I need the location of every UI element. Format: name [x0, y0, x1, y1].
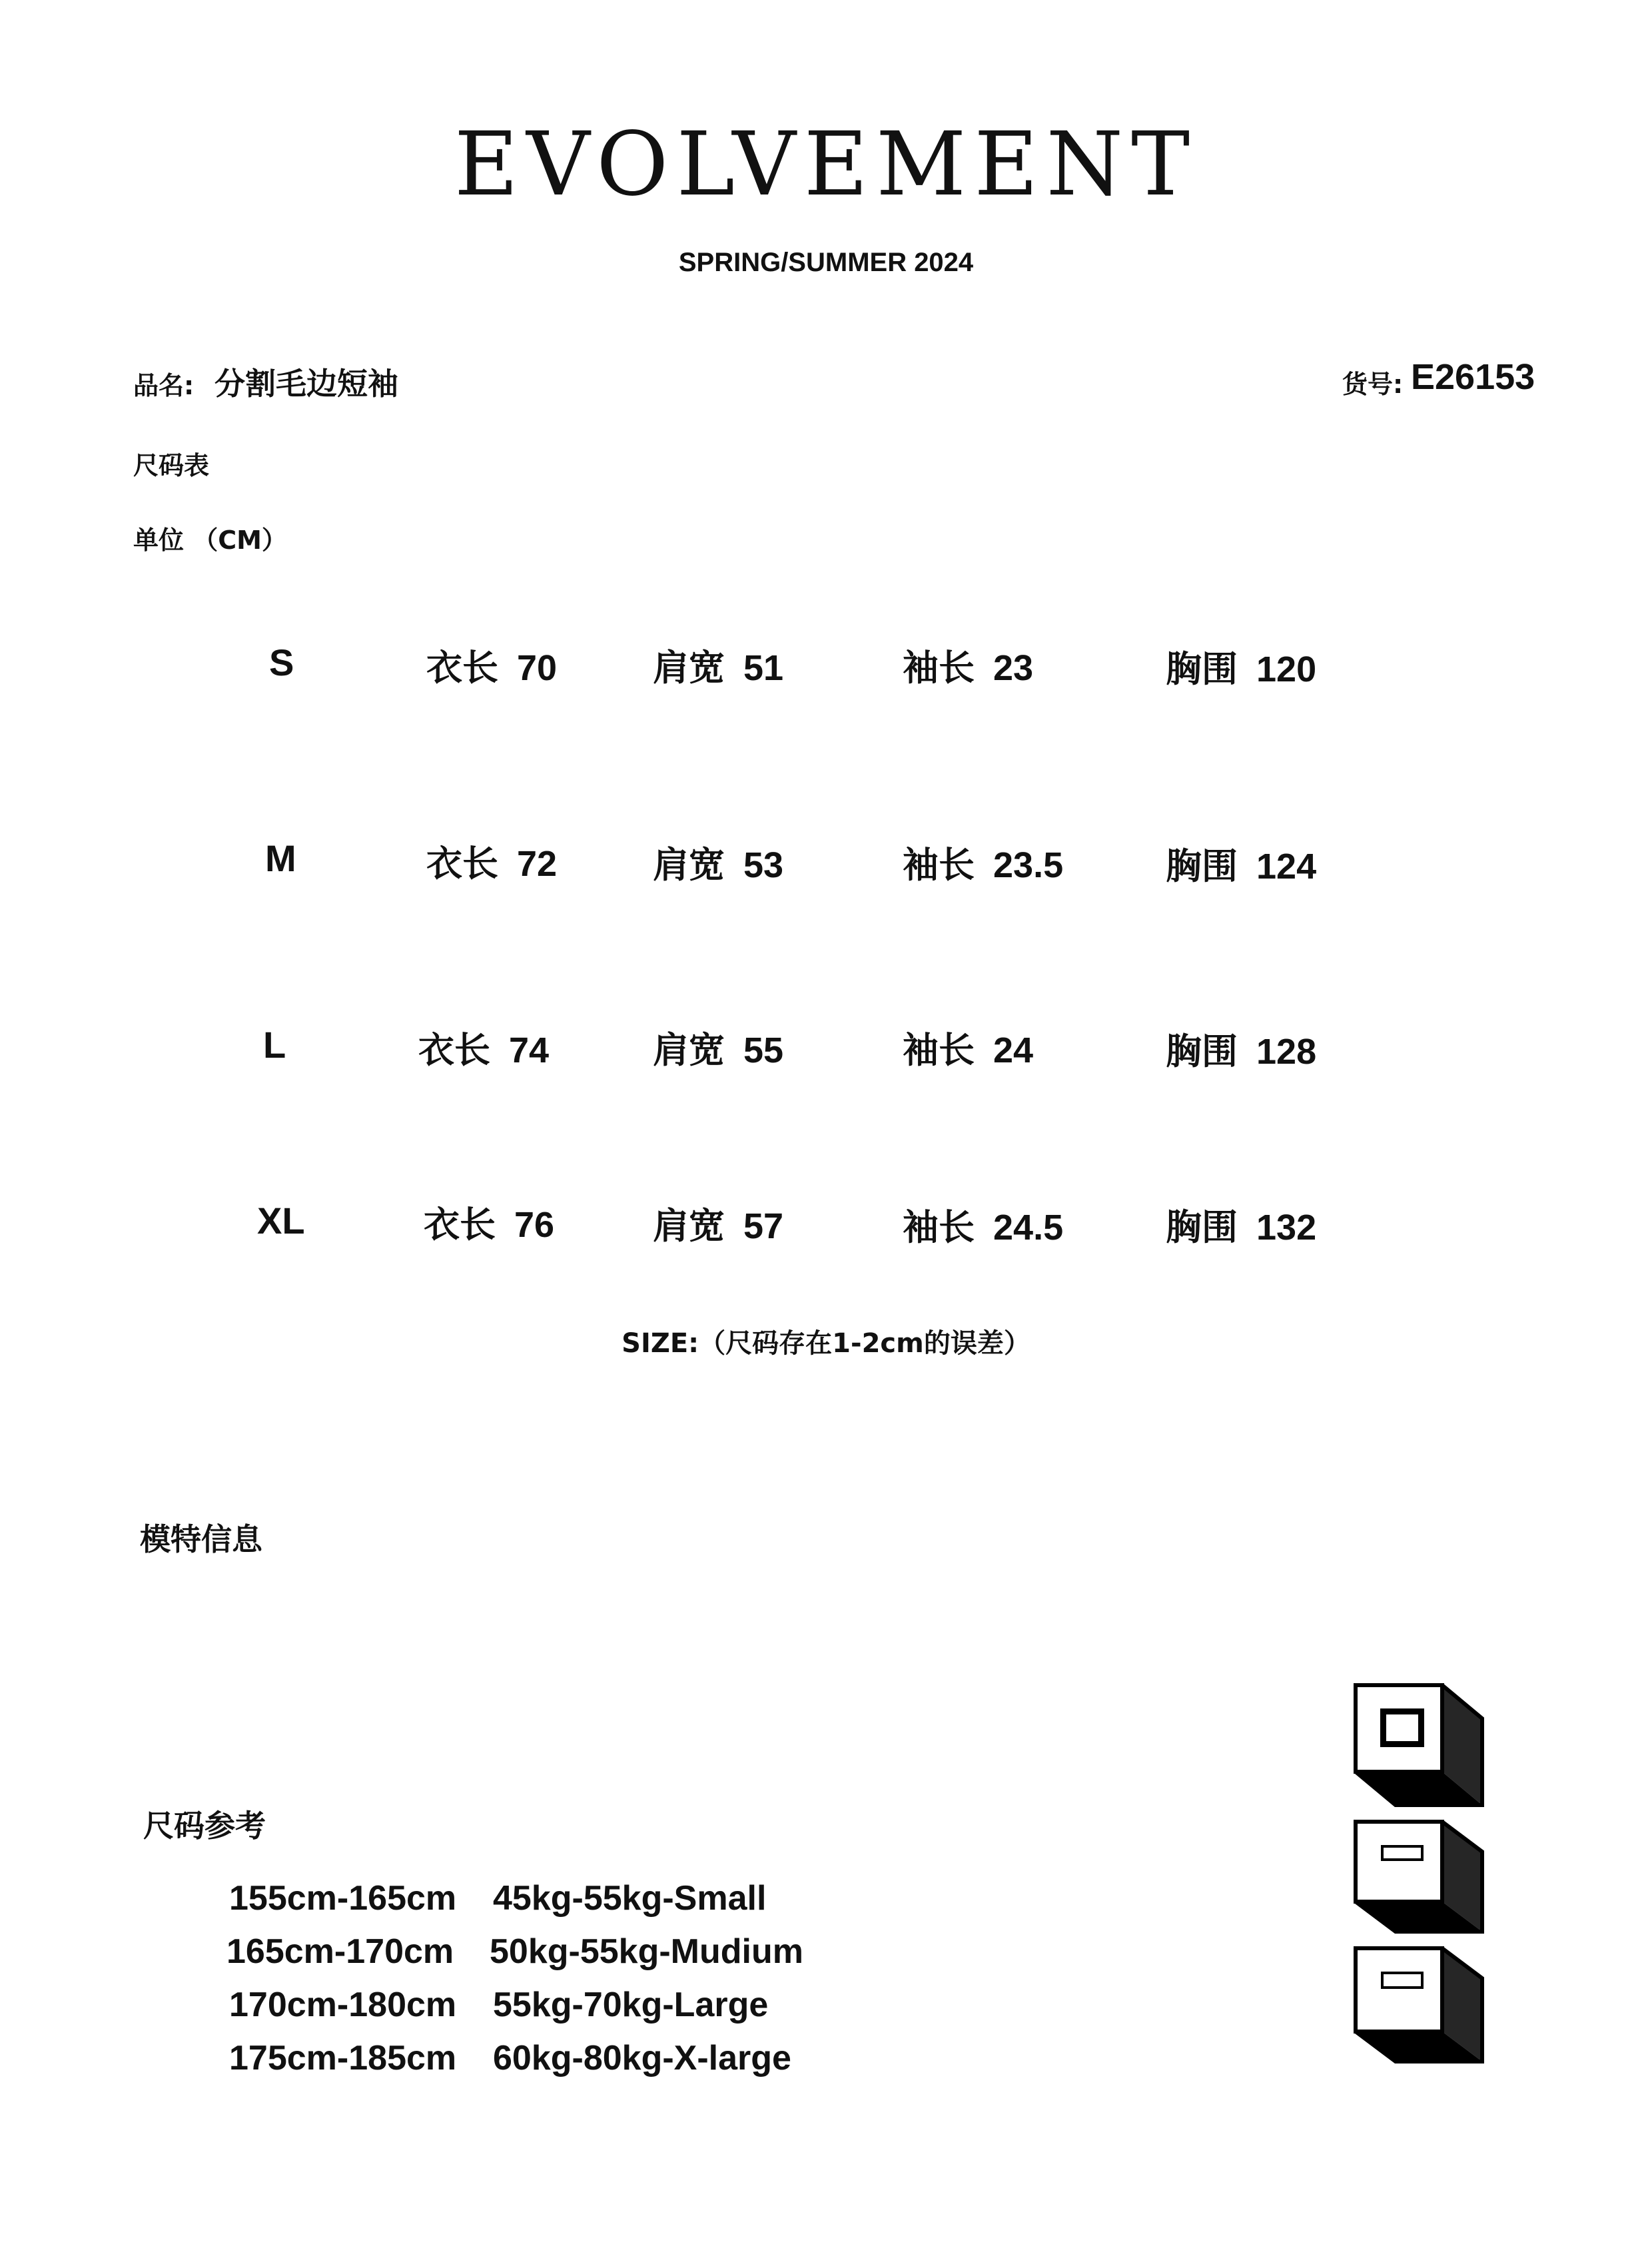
- product-name-label: 品名:: [133, 371, 195, 400]
- shoulder-cell-m: [653, 837, 783, 888]
- sleeve-label: 袖长: [903, 647, 975, 689]
- chest-label: 胸围: [1166, 648, 1238, 690]
- chest-cell-l: [1166, 1023, 1316, 1074]
- ref-height-0: 155cm-165cm: [229, 1879, 457, 1918]
- size-reference-title: 尺码参考: [143, 1808, 266, 1844]
- sleeve-value: 23: [993, 648, 1034, 688]
- chest-value: 132: [1256, 1208, 1317, 1248]
- chest-value: 120: [1256, 649, 1317, 689]
- sleeve-value: 23.5: [993, 845, 1064, 885]
- product-code-value: E26153: [1411, 357, 1535, 397]
- sleeve-label: 袖长: [903, 1029, 975, 1071]
- chest-cell-m: [1166, 838, 1316, 889]
- length-value: 76: [514, 1205, 555, 1245]
- brand-logo-3d-letters-icon: [1349, 1672, 1509, 2071]
- brand-title: EVOLVEMENT: [454, 113, 1198, 216]
- ref-height-1: 165cm-170cm: [226, 1932, 454, 1971]
- chest-value: 124: [1256, 847, 1317, 887]
- model-info-title: 模特信息: [140, 1521, 262, 1557]
- product-code-label: 货号:: [1342, 370, 1404, 399]
- length-value: 70: [517, 648, 558, 688]
- ref-weight-1: 50kg-55kg-Mudium: [490, 1932, 803, 1971]
- sleeve-value: 24: [993, 1030, 1034, 1070]
- chest-label: 胸围: [1166, 1030, 1238, 1072]
- shoulder-value: 53: [743, 845, 784, 885]
- unit-label: 单位 （CM）: [133, 526, 287, 555]
- sleeve-cell-l: [903, 1022, 1033, 1073]
- shoulder-label: 肩宽: [653, 647, 725, 689]
- length-label: 衣长: [426, 843, 498, 885]
- length-cell-m: [426, 835, 557, 887]
- chest-cell-xl: [1166, 1199, 1316, 1250]
- shoulder-cell-xl: [653, 1198, 783, 1249]
- shoulder-value: 57: [743, 1206, 784, 1246]
- sleeve-cell-m: [903, 837, 1063, 888]
- sleeve-cell-xl: [903, 1199, 1063, 1250]
- size-cell-l: L: [263, 1024, 286, 1066]
- ref-height-3: 175cm-185cm: [229, 2039, 457, 2077]
- shoulder-label: 肩宽: [653, 1205, 725, 1247]
- size-cell-xl: XL: [257, 1200, 305, 1242]
- ref-weight-3: 60kg-80kg-X-large: [493, 2039, 791, 2077]
- shoulder-value: 51: [743, 648, 784, 688]
- product-name-value: 分割毛边短袖: [214, 366, 398, 402]
- season-label: SPRING/SUMMER 2024: [678, 248, 974, 277]
- sleeve-value: 24.5: [993, 1208, 1064, 1248]
- ref-height-2: 170cm-180cm: [229, 1986, 457, 2024]
- shoulder-label: 肩宽: [653, 844, 725, 886]
- length-cell-l: [418, 1022, 549, 1073]
- chest-label: 胸围: [1166, 1206, 1238, 1248]
- sleeve-cell-s: [903, 639, 1033, 691]
- length-value: 74: [509, 1030, 550, 1070]
- size-cell-s: S: [269, 641, 294, 683]
- size-table-title: 尺码表: [133, 451, 210, 480]
- length-cell-xl: [424, 1196, 554, 1248]
- ref-weight-0: 45kg-55kg-Small: [493, 1879, 767, 1918]
- length-label: 衣长: [418, 1029, 490, 1071]
- chest-cell-s: [1166, 641, 1316, 692]
- chest-value: 128: [1256, 1032, 1317, 1072]
- length-value: 72: [517, 844, 558, 884]
- length-cell-s: [426, 639, 557, 691]
- length-label: 衣长: [424, 1204, 496, 1246]
- ref-weight-2: 55kg-70kg-Large: [493, 1986, 769, 2024]
- sleeve-label: 袖长: [903, 1206, 975, 1248]
- shoulder-value: 55: [743, 1030, 784, 1070]
- size-cell-m: M: [265, 837, 296, 879]
- shoulder-cell-s: [653, 639, 783, 691]
- size-tolerance-note: SIZE:（尺码存在1-2cm的误差）: [621, 1328, 1031, 1359]
- chest-label: 胸围: [1166, 845, 1238, 887]
- sleeve-label: 袖长: [903, 844, 975, 886]
- length-label: 衣长: [426, 647, 498, 689]
- shoulder-cell-l: [653, 1022, 783, 1073]
- shoulder-label: 肩宽: [653, 1029, 725, 1071]
